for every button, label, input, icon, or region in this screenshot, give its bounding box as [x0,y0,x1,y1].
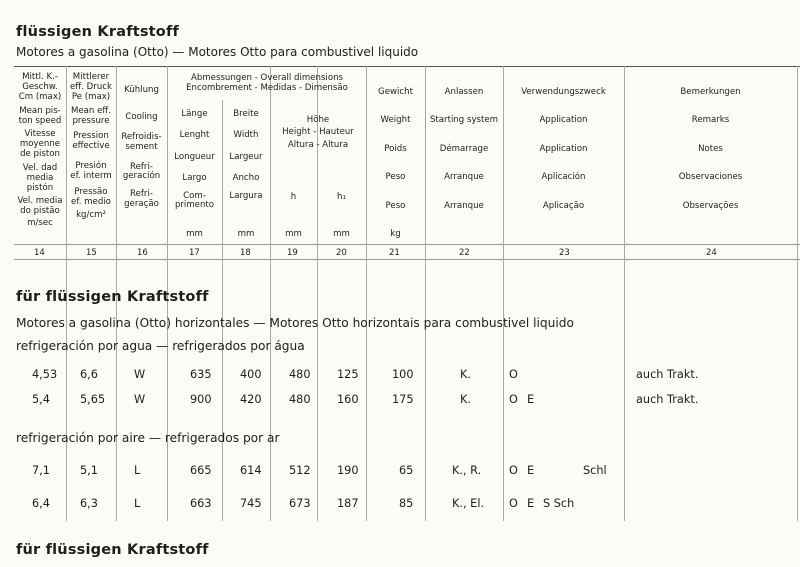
unit-mm-19: mm [285,229,302,239]
col18-header: Breite Width Largeur Ancho Largura [229,109,263,201]
col15-header: Mittlerer eff. Druck Pe (max) Mean eff. pressure Pression effective Presión ef. interm Pressão ef. medio kg/cm² [70,72,112,220]
unit-mm-17: mm [186,229,203,239]
table-row: 4,53 6,6 W 635 400 480 125 100 K. O auch Trakt. [32,368,699,381]
table-top-rule [14,66,800,67]
section2-title: für flüssigen Kraftstoff [16,542,209,558]
col23-header: Verwendungszweck Application Application Aplicación Aplicação [521,87,606,211]
page-title: flüssigen Kraftstoff [16,24,179,40]
section1-title: für flüssigen Kraftstoff [16,289,209,305]
height-header: Höhe Height - Hauteur Altura - Altura [282,115,354,150]
table-row: 7,1 5,1 L 665 614 512 190 65 K., R. O E Schl [32,464,607,477]
page-subtitle: Motores a gasolina (Otto) — Motores Otto para combustivel liquido [16,45,419,59]
unit-mm-18: mm [237,229,255,239]
table-row: 5,4 5,65 W 900 420 480 160 175 K. O E auch Trakt. [32,393,699,406]
column-number-row: 14 15 16 17 18 19 20 21 22 23 24 [34,248,717,258]
col22-header: Anlassen Starting system Démarrage Arranque Arranque [429,87,499,211]
col16-header: Kühlung Cooling Refroidis- sement Refri- geración Refri- geração [121,85,162,210]
col14-header: Mittl. K.- Geschw. Cm (max) Mean pis- ton speed Vitesse moyenne de piston Vel. dad media pistón Vel. media do pistão m/sec [17,72,63,229]
col17-header: Länge Lenght Longueur Largo Com- primento [174,109,215,211]
col24-header: Bemerkungen Remarks Notes Observaciones Observações [678,87,743,211]
group-water-label: refrigeración por agua — refrigerados por água [16,339,305,353]
table-row: 6,4 6,3 L 663 745 673 187 85 K., El. O E S Sch [32,497,575,510]
col20-h1-label: h₁ [337,192,346,202]
section1-subtitle: Motores a gasolina (Otto) horizontales — Motores Otto horizontais para combustivel liquido [16,316,574,330]
col21-header: Gewicht Weight Poids Peso Peso [378,87,413,211]
unit-mm-20: mm [333,229,350,239]
dimensions-header: Abmessungen - Overall dimensions Encombrement - Medidas - Dimensão [186,73,348,93]
col19-h-label: h [290,192,297,202]
header-bottom-rule [14,244,800,245]
unit-kg-21: kg [390,229,401,239]
group-air-label: refrigeración por aire — refrigerados por ar [16,431,280,445]
